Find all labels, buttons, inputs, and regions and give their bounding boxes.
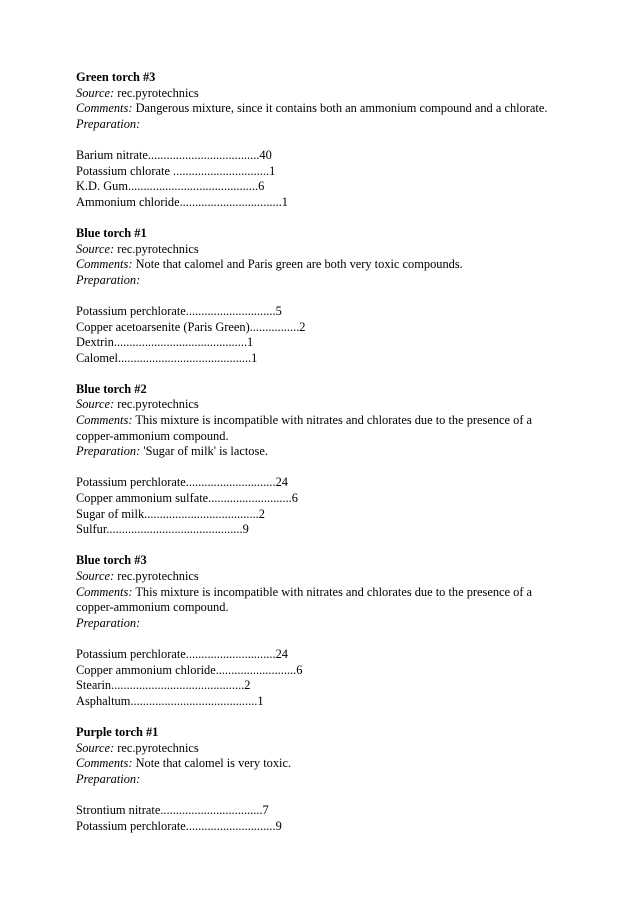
source-label: Source: (76, 569, 115, 583)
ingredient-item: Barium nitrate....................................40 (76, 147, 272, 162)
ingredient-item: Potassium chlorate ...............................1 (76, 163, 276, 178)
ingredient-item: Copper ammonium sulfate...........................6 (76, 491, 298, 506)
preparation-line (76, 616, 566, 632)
source-line (76, 86, 566, 102)
ingredient-item: K.D. Gum..........................................6 (76, 179, 265, 194)
ingredient-item: Asphaltum.........................................1 (76, 693, 264, 708)
document-page (76, 70, 566, 850)
comments-value: This mixture is incompatible with nitrates and chlorates due to the presence of a copper-ammonium compound. (76, 413, 533, 443)
source-label: Source: (76, 397, 115, 412)
ingredient-list (76, 304, 566, 366)
recipe-blue-torch-2 (76, 382, 566, 538)
preparation-line (76, 444, 566, 460)
comments-line (76, 101, 566, 117)
source-line (76, 741, 566, 757)
recipe-blue-torch-3 (76, 553, 566, 709)
preparation-label: Preparation: (76, 771, 141, 786)
source-label: Source: (76, 740, 115, 755)
comments-label: Comments: (76, 756, 133, 771)
ingredient-item: Strontium nitrate.................................7 (76, 802, 269, 817)
preparation-value: 'Sugar of milk' is lactose. (143, 444, 268, 459)
comments-value: Dangerous mixture, since it contains both an ammonium compound and a chlorate. (135, 101, 548, 116)
recipe-purple-torch-1 (76, 725, 566, 834)
ingredient-item: Calomel...........................................1 (76, 350, 258, 365)
comments-value: Note that calomel and Paris green are both very toxic compounds. (135, 257, 463, 272)
source-value: rec.pyrotechnics (117, 85, 199, 100)
source-value: rec.pyrotechnics (117, 740, 199, 755)
ingredient-item: Sugar of milk.....................................2 (76, 506, 265, 521)
ingredient-item: Copper acetoarsenite (Paris Green)................2 (76, 319, 306, 334)
source-label: Source: (76, 241, 115, 256)
source-line (76, 242, 566, 258)
ingredient-list (76, 803, 566, 834)
ingredient-item: Potassium perchlorate.............................24 (76, 475, 288, 490)
recipe-title: Blue torch #1 (76, 225, 147, 240)
ingredient-item: Copper ammonium chloride..........................6 (76, 662, 303, 677)
source-value: rec.pyrotechnics (117, 397, 199, 412)
ingredient-list (76, 475, 566, 537)
ingredient-item: Sulfur............................................9 (76, 522, 249, 537)
recipe-title: Green torch #3 (76, 70, 156, 84)
source-line (76, 569, 566, 585)
ingredient-item: Potassium perchlorate.............................5 (76, 303, 282, 318)
source-line (76, 397, 566, 413)
comments-line (76, 413, 566, 444)
comments-line (76, 257, 566, 273)
ingredient-item: Potassium perchlorate.............................24 (76, 646, 288, 661)
ingredient-item: Stearin...........................................2 (76, 678, 251, 693)
comments-label: Comments: (76, 101, 133, 116)
source-value: rec.pyrotechnics (117, 569, 199, 583)
recipe-green-torch-3 (76, 70, 566, 210)
comments-value: Note that calomel is very toxic. (135, 756, 292, 771)
source-label: Source: (76, 85, 115, 100)
ingredient-list (76, 148, 566, 210)
recipe-blue-torch-1 (76, 226, 566, 366)
comments-label: Comments: (76, 413, 133, 428)
comments-label: Comments: (76, 257, 133, 272)
comments-label: Comments: (76, 584, 133, 599)
ingredient-item: Dextrin...........................................1 (76, 335, 254, 350)
preparation-label: Preparation: (76, 116, 141, 131)
preparation-line (76, 117, 566, 133)
recipe-title: Blue torch #3 (76, 553, 147, 568)
preparation-line (76, 273, 566, 289)
comments-line (76, 585, 566, 616)
recipe-title: Blue torch #2 (76, 381, 147, 396)
recipe-title: Purple torch #1 (76, 724, 159, 739)
source-value: rec.pyrotechnics (117, 241, 199, 256)
comments-value: This mixture is incompatible with nitrates and chlorates due to the presence of a copper-ammonium compound. (76, 584, 533, 615)
ingredient-list (76, 647, 566, 709)
comments-line (76, 756, 566, 772)
preparation-label: Preparation: (76, 272, 141, 287)
preparation-label: Preparation: (76, 444, 141, 459)
ingredient-item: Potassium perchlorate.............................9 (76, 818, 282, 833)
preparation-label: Preparation: (76, 615, 141, 630)
preparation-line (76, 772, 566, 788)
ingredient-item: Ammonium chloride.................................1 (76, 194, 289, 209)
